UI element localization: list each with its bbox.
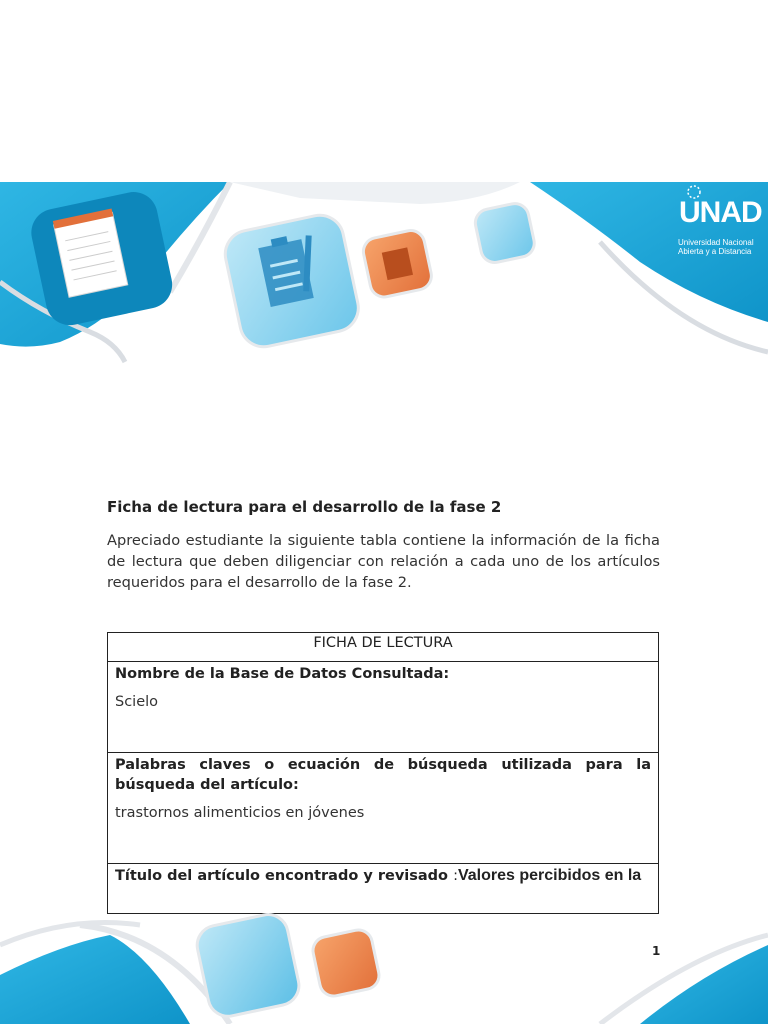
table-row: [108, 662, 659, 753]
footer-banner: [0, 905, 768, 1024]
row-label: Título del artículo encontrado y revisado: [115, 868, 449, 884]
header-banner: [0, 182, 768, 372]
logo-subtitle-line1: Universidad Nacional: [678, 238, 754, 247]
intro-paragraph: Apreciado estudiante la siguiente tabla contiene la información de la ficha de lectura que deben diligenciar con relación a cada uno de los artículos requeridos para el desarrollo de la fase 2.: [107, 532, 660, 591]
table-row: [108, 753, 659, 864]
decorative-tile-icon: [193, 911, 302, 1020]
table-header: FICHA DE LECTURA: [108, 633, 659, 662]
row-value: Valores percibidos en la: [457, 867, 642, 884]
row-label: Palabras claves o ecuación de búsqueda utilizada para la búsqueda del artículo:: [115, 757, 651, 793]
row-label-with-value: [115, 864, 651, 886]
row-label: Nombre de la Base de Datos Consultada:: [115, 666, 450, 682]
book-icon: [361, 228, 434, 300]
document-heading: Ficha de lectura para el desarrollo de la fase 2: [107, 498, 502, 516]
table-cell: [108, 662, 659, 753]
row-separator: :: [453, 868, 458, 884]
logo-subtitle: [678, 238, 754, 256]
logo-subtitle-line2: Abierta y a Distancia: [678, 247, 752, 256]
row-value: Scielo: [115, 694, 159, 710]
page-number: 1: [652, 944, 661, 958]
row-value: trastornos alimenticios en jóvenes: [115, 805, 365, 821]
decorative-tile-icon: [310, 927, 381, 998]
logo-wordmark: UNAD: [679, 196, 762, 229]
clipboard-icon: [221, 211, 363, 351]
table-cell: [108, 753, 659, 864]
decorative-tile-icon: [473, 201, 537, 265]
reading-sheet-table: [107, 632, 659, 914]
